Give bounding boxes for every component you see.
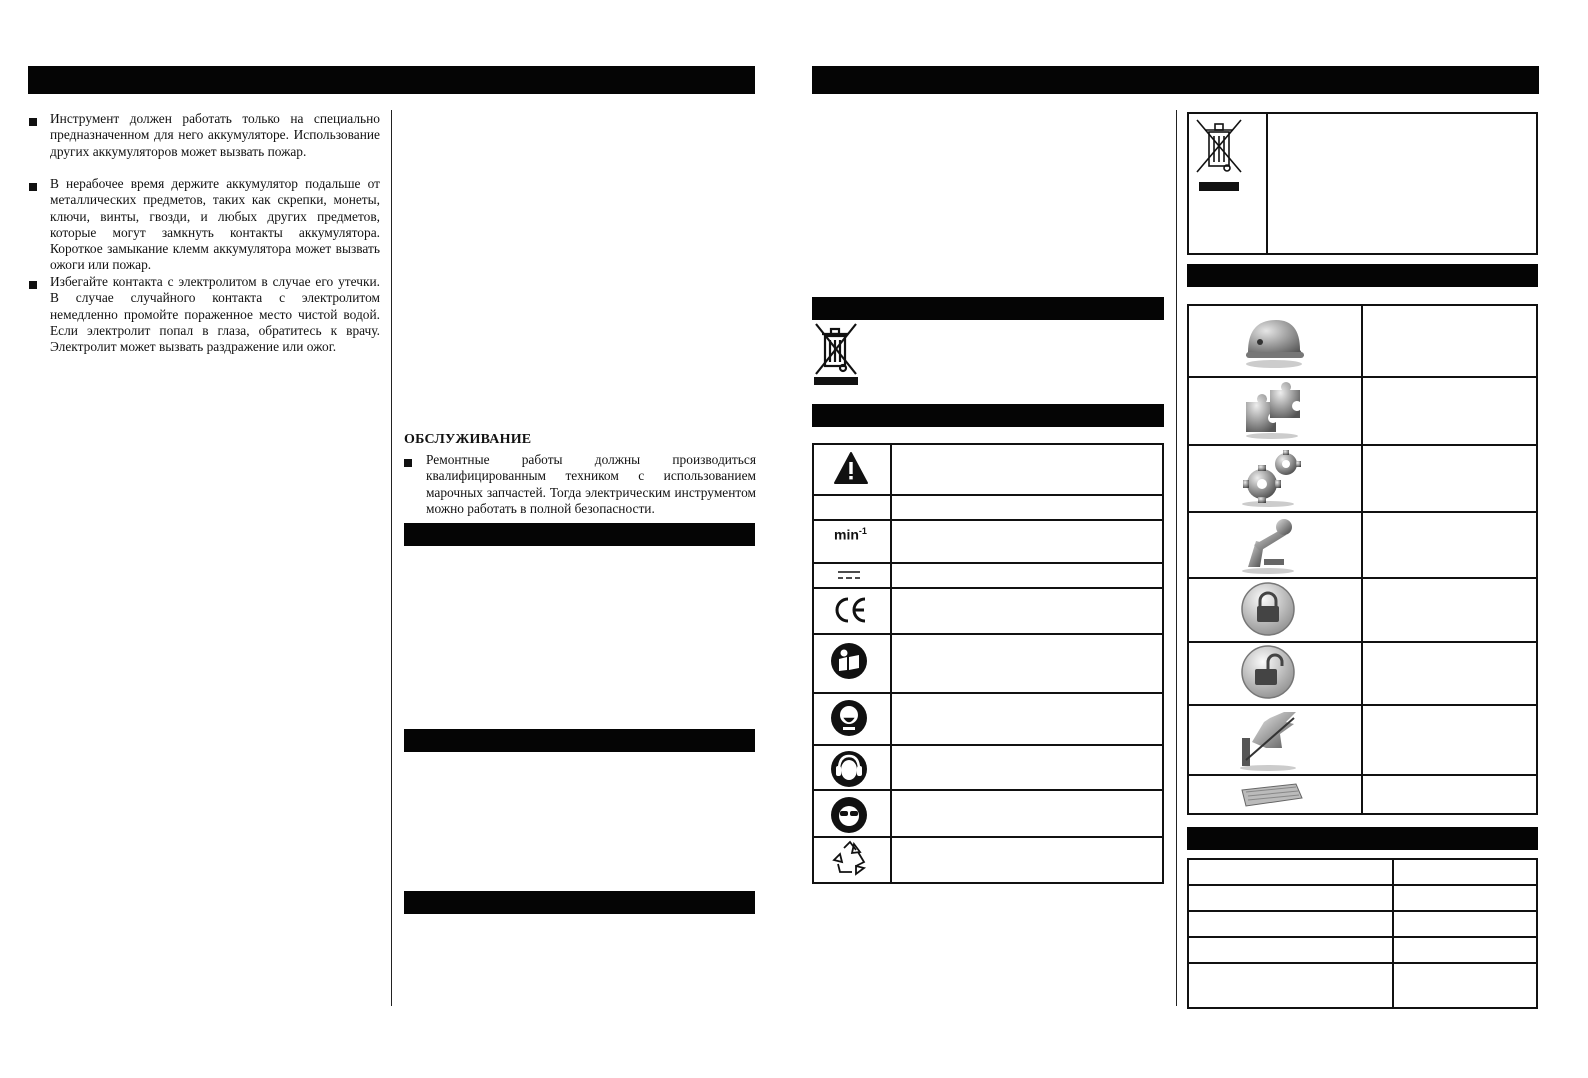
accessories-table-column-line (1361, 304, 1363, 815)
crossed-bin-icon (812, 322, 860, 388)
table-row-line (1187, 910, 1538, 912)
left-column-divider (391, 110, 392, 1006)
symbols-table-column-line (890, 443, 892, 884)
maintenance-text: Ремонтные работы должны производиться квалифицированным техником с использованием марочных запчастей. Тогда электрическим инструментом можно работать в полной безопасности. (426, 452, 756, 516)
accessories-section-bar (1187, 264, 1538, 287)
bullet-marker (29, 183, 37, 191)
table-row-line (1187, 962, 1538, 964)
rpm-unit-exponent: -1 (858, 526, 867, 536)
ear-protection-icon (830, 750, 868, 788)
helmet-icon (1238, 312, 1308, 370)
symbols-section-bar (812, 404, 1164, 427)
weee-box-divider (1266, 112, 1268, 255)
disposal-section-bar (812, 297, 1164, 320)
hand-stop-icon (1234, 708, 1302, 772)
crossed-bin-icon (1195, 118, 1243, 194)
section-bar-1 (404, 523, 755, 546)
table-row-line (1187, 641, 1538, 643)
wood-board-icon (1236, 780, 1306, 810)
ce-mark-icon (832, 595, 868, 625)
right-column-divider (1176, 110, 1177, 1006)
table-row-line (812, 587, 1164, 589)
hammer-drill-icon (1236, 515, 1302, 575)
section-bar-2 (404, 729, 755, 752)
table-row-line (1187, 704, 1538, 706)
bullet-text-electrolyte: Избегайте контакта с электролитом в случае его утечки. В случае случайного контакта с электролитом немедленно промойте пораженное место чистой водой. Если электролит попал в глаза, обратитесь к врачу. Электролит может вызвать раздражение или ожог. (50, 274, 380, 355)
table-row-line (812, 562, 1164, 564)
bullet-text-keep-away-metal: В нерабочее время держите аккумулятор подальше от металлических предметов, таких как скрепки, монеты, ключи, винты, гвозди, и любых других предметов, которые могут замкнуть контакты аккумулятора. Короткое замыкание клемм аккумулятора может вызвать ожоги или пожар. (50, 176, 380, 273)
table-row-line (812, 744, 1164, 746)
table-row-line (812, 836, 1164, 838)
right-page-header-bar (812, 66, 1539, 94)
recycle-icon (830, 840, 870, 878)
maintenance-heading: ОБСЛУЖИВАНИЕ (404, 432, 532, 447)
dust-mask-icon (830, 699, 868, 737)
table-row-line (812, 789, 1164, 791)
table-row-line (1187, 936, 1538, 938)
bullet-marker (404, 459, 412, 467)
gears-icon (1236, 448, 1306, 508)
table-row-line (812, 494, 1164, 496)
lock-open-icon (1240, 644, 1296, 700)
puzzle-gears-icon (1238, 382, 1308, 440)
section-bar-3 (404, 891, 755, 914)
table-row-line (1187, 511, 1538, 513)
table-row-line (1187, 376, 1538, 378)
specs-section-bar (1187, 827, 1538, 850)
rpm-symbol (834, 526, 867, 543)
direct-current-icon (837, 570, 861, 580)
table-row-line (812, 519, 1164, 521)
eye-protection-icon (830, 796, 868, 834)
specs-table (1187, 858, 1538, 1009)
rpm-unit-label: min (834, 526, 859, 543)
table-row-line (812, 692, 1164, 694)
left-page-header-bar (28, 66, 755, 94)
warning-triangle-icon (833, 451, 869, 485)
bullet-marker (29, 118, 37, 126)
table-row-line (1187, 884, 1538, 886)
lock-closed-icon (1240, 581, 1296, 637)
table-row-line (812, 633, 1164, 635)
read-manual-icon (830, 642, 868, 680)
table-row-line (1187, 577, 1538, 579)
table-row-line (1187, 444, 1538, 446)
specs-table-column-line (1392, 858, 1394, 1009)
bullet-text-battery-only: Инструмент должен работать только на специально предназначенном для него аккумуляторе. Использование других аккумуляторов может вызвать пожар. (50, 111, 380, 159)
bullet-marker (29, 281, 37, 289)
table-row-line (1187, 774, 1538, 776)
